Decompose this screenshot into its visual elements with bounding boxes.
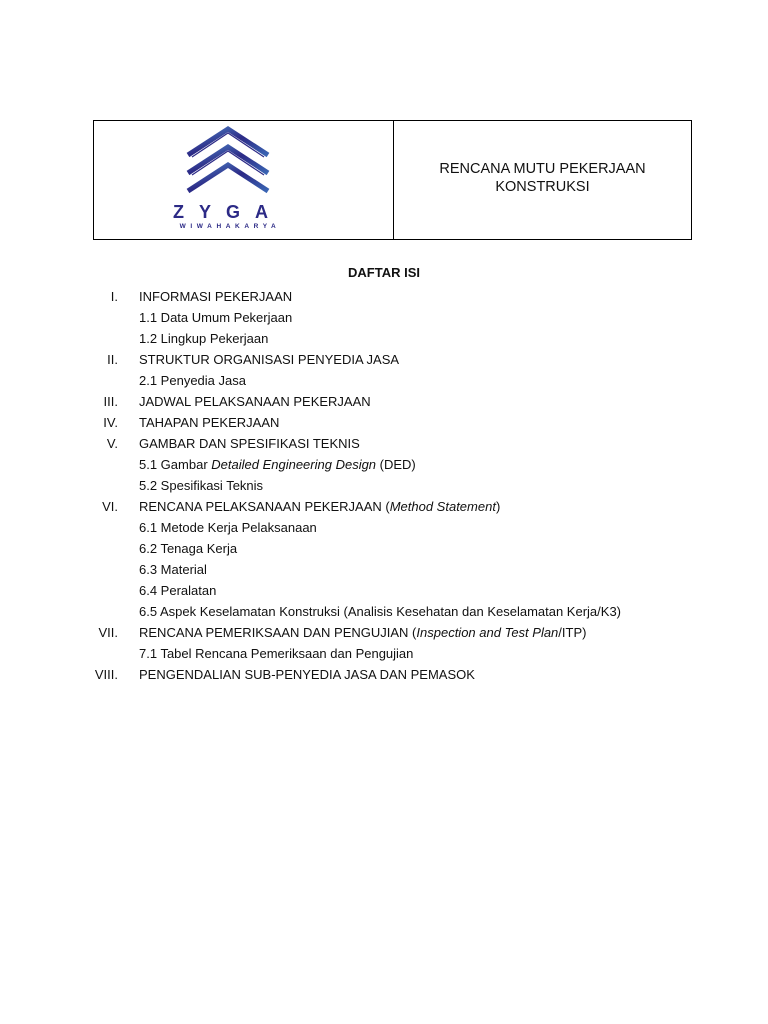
toc-item bbox=[0, 391, 768, 412]
toc-item-text: 1.1 Data Umum Pekerjaan bbox=[139, 310, 293, 325]
toc-item-text bbox=[139, 622, 586, 643]
toc-item bbox=[0, 538, 768, 559]
toc-item-text-part: RENCANA PEMERIKSAAN DAN PENGUJIAN ( bbox=[139, 625, 417, 640]
toc-item-text: 7.1 Tabel Rencana Pemeriksaan dan Pengujian bbox=[139, 646, 414, 661]
logo-brand-text: ZYGA bbox=[172, 202, 284, 222]
toc-item-text bbox=[139, 454, 416, 475]
toc-heading: DAFTAR ISI bbox=[348, 265, 420, 280]
toc-item-number: I. bbox=[110, 289, 118, 304]
toc-item-text-part: /ITP) bbox=[558, 625, 587, 640]
document-title-line1: RENCANA MUTU PEKERJAAN bbox=[439, 161, 646, 177]
toc-item-text-italic: Detailed Engineering Design bbox=[211, 457, 377, 472]
toc-item-text-part: 5.1 Gambar bbox=[139, 457, 212, 472]
toc-item-text-part: (DED) bbox=[376, 457, 416, 472]
table-of-contents bbox=[0, 286, 768, 685]
document-title bbox=[394, 121, 691, 239]
toc-item bbox=[0, 601, 768, 622]
zyga-logo bbox=[94, 121, 394, 239]
toc-item-text: GAMBAR DAN SPESIFIKASI TEKNIS bbox=[139, 436, 360, 451]
toc-item bbox=[0, 517, 768, 538]
toc-item bbox=[0, 286, 768, 307]
toc-item-text-part: ) bbox=[495, 499, 501, 514]
document-title-line2: KONSTRUKSI bbox=[495, 179, 590, 195]
toc-item-number: V. bbox=[106, 436, 118, 451]
toc-item-text: 6.5 Aspek Keselamatan Konstruksi (Analisis Kesehatan dan Keselamatan Kerja/K3) bbox=[139, 604, 621, 619]
toc-item bbox=[0, 496, 768, 517]
toc-item-number: VIII. bbox=[94, 667, 118, 682]
toc-item-text: 6.3 Material bbox=[139, 562, 207, 577]
toc-item bbox=[0, 328, 768, 349]
toc-item-text: 1.2 Lingkup Pekerjaan bbox=[139, 331, 269, 346]
toc-item-text: 6.1 Metode Kerja Pelaksanaan bbox=[139, 520, 317, 535]
toc-item bbox=[0, 622, 768, 643]
toc-item bbox=[0, 412, 768, 433]
toc-item bbox=[0, 580, 768, 601]
toc-item-text: TAHAPAN PEKERJAAN bbox=[139, 415, 280, 430]
toc-item-number: II. bbox=[107, 352, 118, 367]
toc-item bbox=[0, 370, 768, 391]
toc-item-number: III. bbox=[103, 394, 118, 409]
document-header bbox=[93, 120, 692, 240]
toc-item-text: 6.2 Tenaga Kerja bbox=[139, 541, 238, 556]
toc-item-text-italic: Method Statement bbox=[389, 499, 496, 514]
toc-item-text-part: RENCANA PELAKSANAAN PEKERJAAN ( bbox=[139, 499, 390, 514]
logo-tagline-text: WIWAHAKARYA bbox=[179, 223, 281, 230]
toc-item-number: IV. bbox=[103, 415, 118, 430]
toc-item-text: PENGENDALIAN SUB-PENYEDIA JASA DAN PEMASOK bbox=[139, 667, 475, 682]
toc-item-text: 6.4 Peralatan bbox=[139, 583, 217, 598]
building-chevrons-icon bbox=[188, 129, 268, 193]
toc-item-number: VI. bbox=[102, 499, 118, 514]
toc-item bbox=[0, 349, 768, 370]
toc-item-text: 2.1 Penyedia Jasa bbox=[139, 373, 246, 388]
toc-item bbox=[0, 307, 768, 328]
toc-item-text: JADWAL PELAKSANAAN PEKERJAAN bbox=[139, 394, 371, 409]
toc-item bbox=[0, 559, 768, 580]
toc-item-text: INFORMASI PEKERJAAN bbox=[139, 289, 293, 304]
toc-item bbox=[0, 664, 768, 685]
toc-item-text-italic: Inspection and Test Plan bbox=[416, 625, 559, 640]
toc-item bbox=[0, 643, 768, 664]
toc-item bbox=[0, 475, 768, 496]
toc-item bbox=[0, 433, 768, 454]
logo-cell bbox=[94, 121, 394, 239]
toc-item-number: VII. bbox=[98, 625, 118, 640]
toc-item-text: 5.2 Spesifikasi Teknis bbox=[139, 478, 264, 493]
toc-item-text bbox=[139, 496, 500, 517]
toc-item-text: STRUKTUR ORGANISASI PENYEDIA JASA bbox=[139, 352, 400, 367]
toc-item bbox=[0, 454, 768, 475]
